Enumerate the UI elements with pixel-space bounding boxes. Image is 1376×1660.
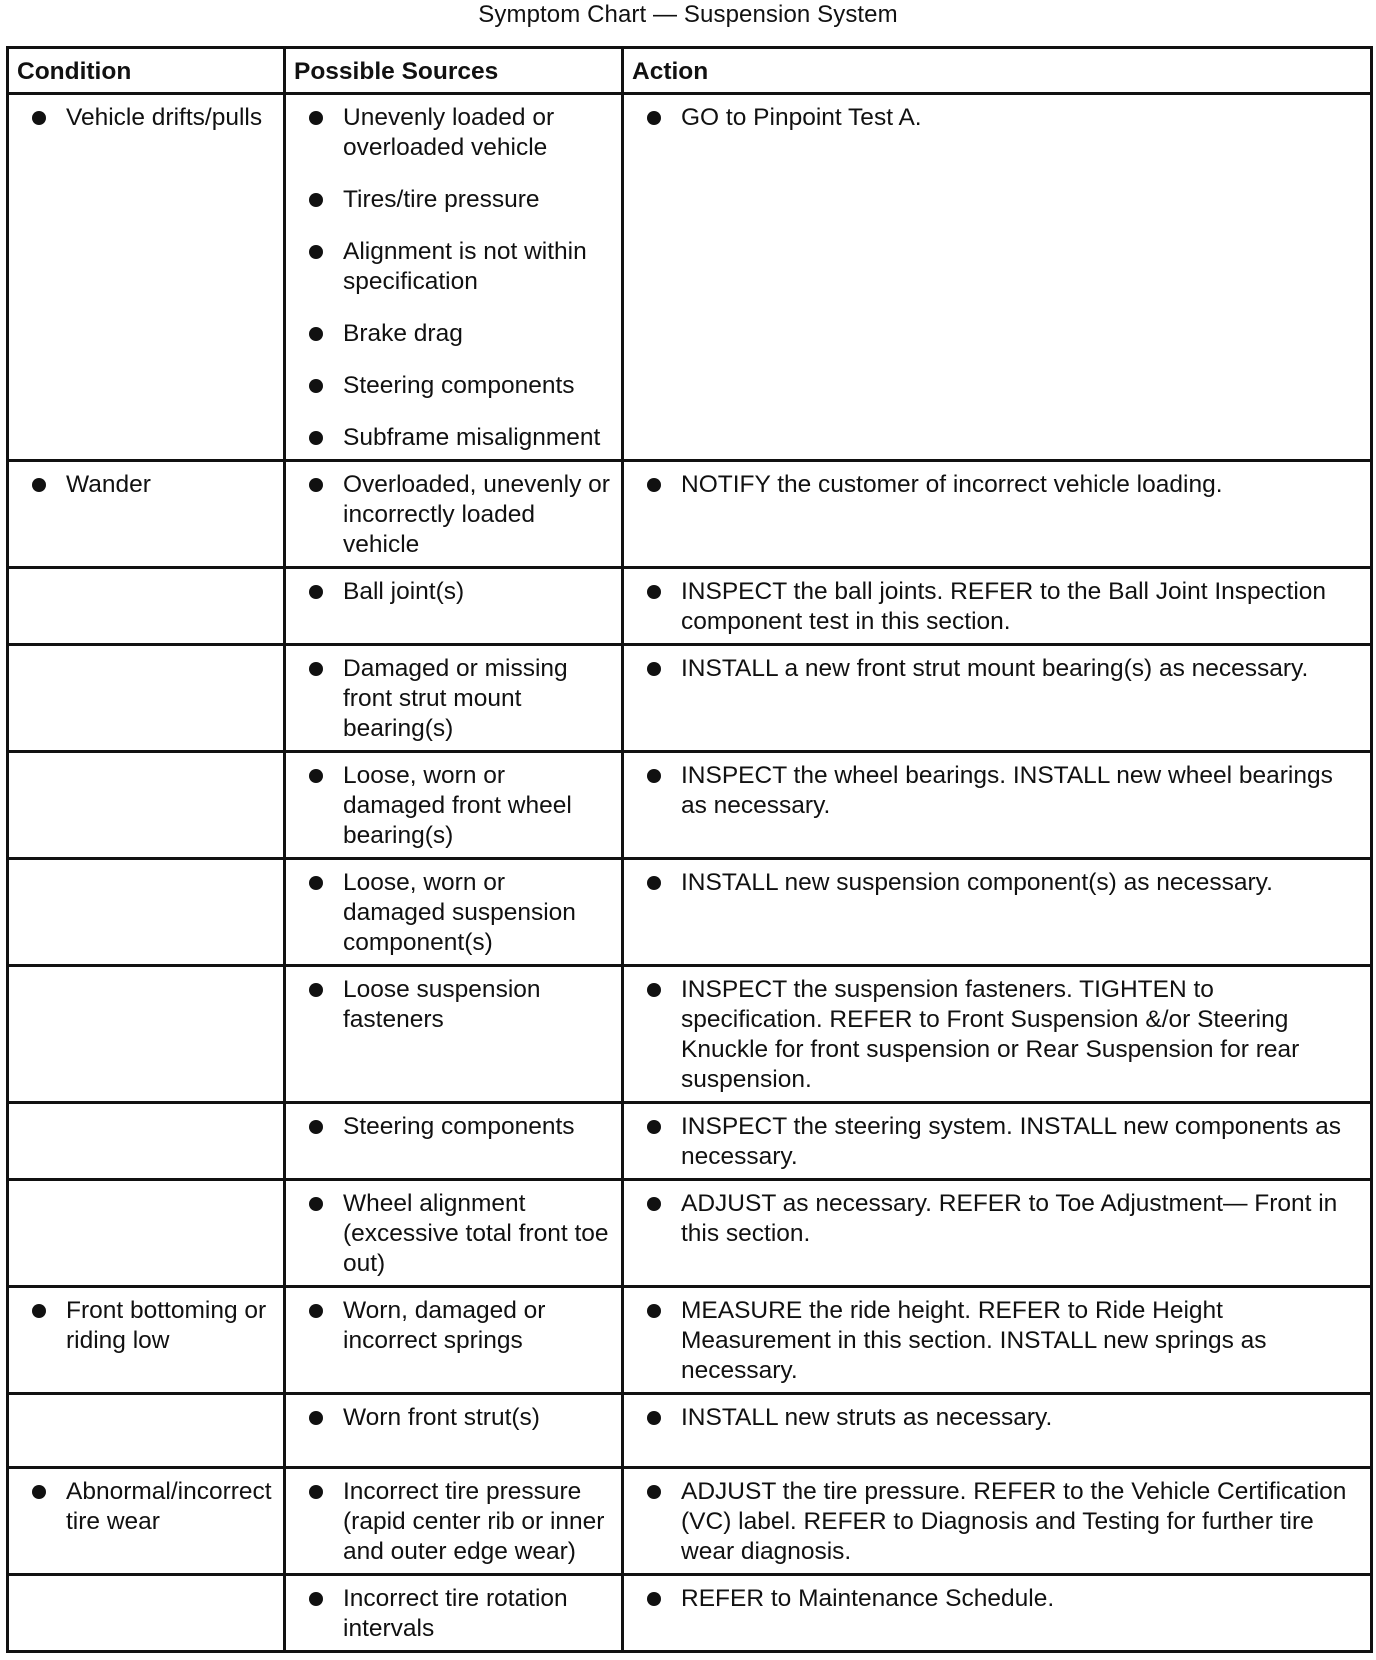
- possible-sources-cell: [285, 1287, 623, 1394]
- action-cell: [623, 966, 1372, 1103]
- bullet-item: [632, 654, 1362, 684]
- possible-sources-cell: [285, 1394, 623, 1468]
- bullet-list: [17, 103, 275, 133]
- bullet-text: Brake drag: [343, 320, 463, 347]
- condition-cell: [8, 1103, 285, 1180]
- bullet-list: [632, 1403, 1362, 1433]
- bullet-dot-icon: [647, 1120, 661, 1134]
- bullet-item: [632, 577, 1362, 637]
- bullet-list: [632, 1296, 1362, 1386]
- bullet-dot-icon: [309, 379, 323, 393]
- bullet-text: Abnormal/incorrect tire wear: [66, 1478, 272, 1535]
- bullet-item: [294, 423, 613, 453]
- bullet-dot-icon: [647, 876, 661, 890]
- bullet-item: [632, 868, 1362, 898]
- bullet-list: [294, 1189, 613, 1279]
- table-row: [8, 966, 1372, 1103]
- bullet-text: Steering components: [343, 1113, 575, 1140]
- condition-cell: [8, 1287, 285, 1394]
- bullet-dot-icon: [309, 1592, 323, 1606]
- bullet-list: [294, 1584, 613, 1644]
- bullet-item: [294, 319, 613, 349]
- action-cell: [623, 1103, 1372, 1180]
- bullet-dot-icon: [32, 1485, 46, 1499]
- bullet-item: [632, 1189, 1362, 1249]
- table-row: [8, 645, 1372, 752]
- bullet-item: [294, 868, 613, 958]
- possible-sources-cell: [285, 966, 623, 1103]
- bullet-dot-icon: [32, 111, 46, 125]
- bullet-list: [632, 975, 1362, 1095]
- bullet-list: [17, 470, 275, 500]
- column-header-possible-sources: Possible Sources: [285, 48, 623, 94]
- bullet-list: [294, 761, 613, 851]
- bullet-item: [632, 1584, 1362, 1614]
- bullet-dot-icon: [309, 431, 323, 445]
- condition-cell: [8, 859, 285, 966]
- bullet-text: NOTIFY the customer of incorrect vehicle loading.: [681, 471, 1223, 498]
- bullet-list: [294, 1477, 613, 1567]
- action-cell: [623, 859, 1372, 966]
- bullet-list: [294, 868, 613, 958]
- action-cell: [623, 461, 1372, 568]
- condition-cell: [8, 1468, 285, 1575]
- column-header-action: Action: [623, 48, 1372, 94]
- possible-sources-cell: [285, 859, 623, 966]
- bullet-list: [632, 103, 1362, 133]
- action-cell: [623, 568, 1372, 645]
- bullet-dot-icon: [309, 662, 323, 676]
- bullet-item: [17, 1477, 275, 1537]
- bullet-dot-icon: [309, 876, 323, 890]
- bullet-item: [632, 103, 1362, 133]
- bullet-text: Loose, worn or damaged front wheel bearing(s): [343, 762, 572, 849]
- table-row: [8, 1287, 1372, 1394]
- action-cell: [623, 1394, 1372, 1468]
- bullet-text: GO to Pinpoint Test A.: [681, 104, 922, 131]
- bullet-item: [294, 1112, 613, 1142]
- bullet-dot-icon: [647, 769, 661, 783]
- bullet-text: Alignment is not within specification: [343, 238, 587, 295]
- possible-sources-cell: [285, 1468, 623, 1575]
- bullet-list: [632, 761, 1362, 821]
- bullet-text: Steering components: [343, 372, 575, 399]
- condition-cell: [8, 752, 285, 859]
- table-row: [8, 568, 1372, 645]
- possible-sources-cell: [285, 568, 623, 645]
- bullet-text: Incorrect tire pressure (rapid center rib or inner and outer edge wear): [343, 1478, 605, 1565]
- possible-sources-cell: [285, 461, 623, 568]
- table-body: [8, 94, 1372, 1652]
- bullet-dot-icon: [32, 478, 46, 492]
- bullet-item: [632, 975, 1362, 1095]
- possible-sources-cell: [285, 94, 623, 461]
- bullet-item: [632, 1477, 1362, 1567]
- bullet-text: Worn front strut(s): [343, 1404, 540, 1431]
- table-row: [8, 1394, 1372, 1468]
- bullet-item: [632, 1296, 1362, 1386]
- action-cell: [623, 645, 1372, 752]
- bullet-item: [632, 470, 1362, 500]
- bullet-item: [17, 103, 275, 133]
- bullet-dot-icon: [647, 478, 661, 492]
- bullet-dot-icon: [647, 1197, 661, 1211]
- condition-cell: [8, 461, 285, 568]
- bullet-item: [294, 470, 613, 560]
- condition-cell: [8, 94, 285, 461]
- bullet-list: [632, 868, 1362, 898]
- bullet-dot-icon: [309, 245, 323, 259]
- bullet-list: [632, 1477, 1362, 1567]
- bullet-dot-icon: [647, 1592, 661, 1606]
- bullet-item: [17, 1296, 275, 1356]
- bullet-text: Worn, damaged or incorrect springs: [343, 1297, 546, 1354]
- bullet-text: Unevenly loaded or overloaded vehicle: [343, 104, 555, 161]
- bullet-dot-icon: [309, 1411, 323, 1425]
- condition-cell: [8, 966, 285, 1103]
- bullet-item: [294, 237, 613, 297]
- bullet-text: Incorrect tire rotation intervals: [343, 1585, 568, 1642]
- table-header-row: [8, 48, 1372, 94]
- bullet-item: [294, 1584, 613, 1644]
- table-row: [8, 1103, 1372, 1180]
- bullet-text: Vehicle drifts/pulls: [66, 104, 263, 131]
- bullet-text: Damaged or missing front strut mount bearing(s): [343, 655, 568, 742]
- bullet-list: [294, 103, 613, 453]
- bullet-item: [294, 1296, 613, 1356]
- bullet-text: INSPECT the wheel bearings. INSTALL new wheel bearings as necessary.: [681, 762, 1333, 819]
- bullet-item: [294, 103, 613, 163]
- bullet-list: [632, 654, 1362, 684]
- bullet-dot-icon: [647, 111, 661, 125]
- bullet-text: Loose suspension fasteners: [343, 976, 541, 1033]
- bullet-dot-icon: [647, 1411, 661, 1425]
- bullet-dot-icon: [647, 662, 661, 676]
- bullet-text: Wheel alignment (excessive total front toe out): [343, 1190, 609, 1277]
- bullet-item: [632, 761, 1362, 821]
- bullet-dot-icon: [309, 1120, 323, 1134]
- bullet-list: [294, 654, 613, 744]
- bullet-list: [294, 975, 613, 1035]
- bullet-item: [294, 185, 613, 215]
- bullet-dot-icon: [309, 478, 323, 492]
- action-cell: [623, 1180, 1372, 1287]
- bullet-text: Tires/tire pressure: [343, 186, 540, 213]
- bullet-item: [294, 1477, 613, 1567]
- possible-sources-cell: [285, 1180, 623, 1287]
- bullet-text: INSPECT the suspension fasteners. TIGHTEN to specification. REFER to Front Suspension &/or Steering Knuckle for front suspension or Rear Suspension for rear suspension.: [681, 976, 1300, 1093]
- bullet-list: [294, 470, 613, 560]
- action-cell: [623, 752, 1372, 859]
- bullet-list: [632, 1584, 1362, 1614]
- bullet-dot-icon: [309, 327, 323, 341]
- table-row: [8, 752, 1372, 859]
- bullet-dot-icon: [309, 193, 323, 207]
- bullet-item: [294, 761, 613, 851]
- bullet-text: ADJUST the tire pressure. REFER to the Vehicle Certification (VC) label. REFER to Diagnosis and Testing for further tire wear diagnosis.: [681, 1478, 1347, 1565]
- condition-cell: [8, 568, 285, 645]
- bullet-item: [632, 1403, 1362, 1433]
- bullet-dot-icon: [647, 585, 661, 599]
- bullet-list: [17, 1477, 275, 1537]
- action-cell: [623, 1575, 1372, 1652]
- bullet-dot-icon: [309, 111, 323, 125]
- bullet-list: [632, 577, 1362, 637]
- bullet-item: [294, 1189, 613, 1279]
- bullet-item: [294, 577, 613, 607]
- bullet-list: [632, 470, 1362, 500]
- bullet-text: INSTALL new struts as necessary.: [681, 1404, 1053, 1431]
- bullet-text: INSTALL new suspension component(s) as necessary.: [681, 869, 1273, 896]
- bullet-list: [632, 1112, 1362, 1172]
- bullet-item: [17, 470, 275, 500]
- bullet-list: [294, 1403, 613, 1433]
- table-row: [8, 1468, 1372, 1575]
- bullet-text: Wander: [66, 471, 151, 498]
- table-row: [8, 461, 1372, 568]
- bullet-list: [17, 1296, 275, 1356]
- action-cell: [623, 94, 1372, 461]
- bullet-list: [294, 1296, 613, 1356]
- bullet-text: INSPECT the ball joints. REFER to the Ball Joint Inspection component test in this section.: [681, 578, 1327, 635]
- bullet-item: [294, 975, 613, 1035]
- condition-cell: [8, 645, 285, 752]
- action-cell: [623, 1287, 1372, 1394]
- condition-cell: [8, 1394, 285, 1468]
- bullet-item: [632, 1112, 1362, 1172]
- bullet-list: [294, 1112, 613, 1142]
- bullet-text: INSTALL a new front strut mount bearing(s) as necessary.: [681, 655, 1309, 682]
- bullet-text: Subframe misalignment: [343, 424, 601, 451]
- bullet-dot-icon: [309, 769, 323, 783]
- bullet-list: [632, 1189, 1362, 1249]
- bullet-text: Overloaded, unevenly or incorrectly loaded vehicle: [343, 471, 610, 558]
- bullet-text: ADJUST as necessary. REFER to Toe Adjustment— Front in this section.: [681, 1190, 1338, 1247]
- bullet-text: MEASURE the ride height. REFER to Ride Height Measurement in this section. INSTALL new springs as necessary.: [681, 1297, 1267, 1384]
- possible-sources-cell: [285, 1575, 623, 1652]
- bullet-item: [294, 371, 613, 401]
- bullet-dot-icon: [647, 983, 661, 997]
- bullet-text: Front bottoming or riding low: [66, 1297, 267, 1354]
- bullet-dot-icon: [309, 1304, 323, 1318]
- column-header-condition: Condition: [8, 48, 285, 94]
- bullet-dot-icon: [309, 585, 323, 599]
- page-title: Symptom Chart — Suspension System: [478, 1, 898, 28]
- bullet-text: INSPECT the steering system. INSTALL new components as necessary.: [681, 1113, 1341, 1170]
- bullet-text: Ball joint(s): [343, 578, 465, 605]
- table-row: [8, 94, 1372, 461]
- bullet-item: [294, 1403, 613, 1433]
- bullet-list: [294, 577, 613, 607]
- condition-cell: [8, 1575, 285, 1652]
- bullet-dot-icon: [309, 1485, 323, 1499]
- possible-sources-cell: [285, 752, 623, 859]
- bullet-item: [294, 654, 613, 744]
- table-row: [8, 1180, 1372, 1287]
- bullet-dot-icon: [647, 1485, 661, 1499]
- bullet-text: Loose, worn or damaged suspension component(s): [343, 869, 576, 956]
- bullet-dot-icon: [309, 1197, 323, 1211]
- bullet-text: REFER to Maintenance Schedule.: [681, 1585, 1055, 1612]
- action-cell: [623, 1468, 1372, 1575]
- condition-cell: [8, 1180, 285, 1287]
- bullet-dot-icon: [32, 1304, 46, 1318]
- possible-sources-cell: [285, 1103, 623, 1180]
- bullet-dot-icon: [647, 1304, 661, 1318]
- bullet-dot-icon: [309, 983, 323, 997]
- table-row: [8, 1575, 1372, 1652]
- symptom-chart-table: [6, 46, 1373, 1653]
- possible-sources-cell: [285, 645, 623, 752]
- table-row: [8, 859, 1372, 966]
